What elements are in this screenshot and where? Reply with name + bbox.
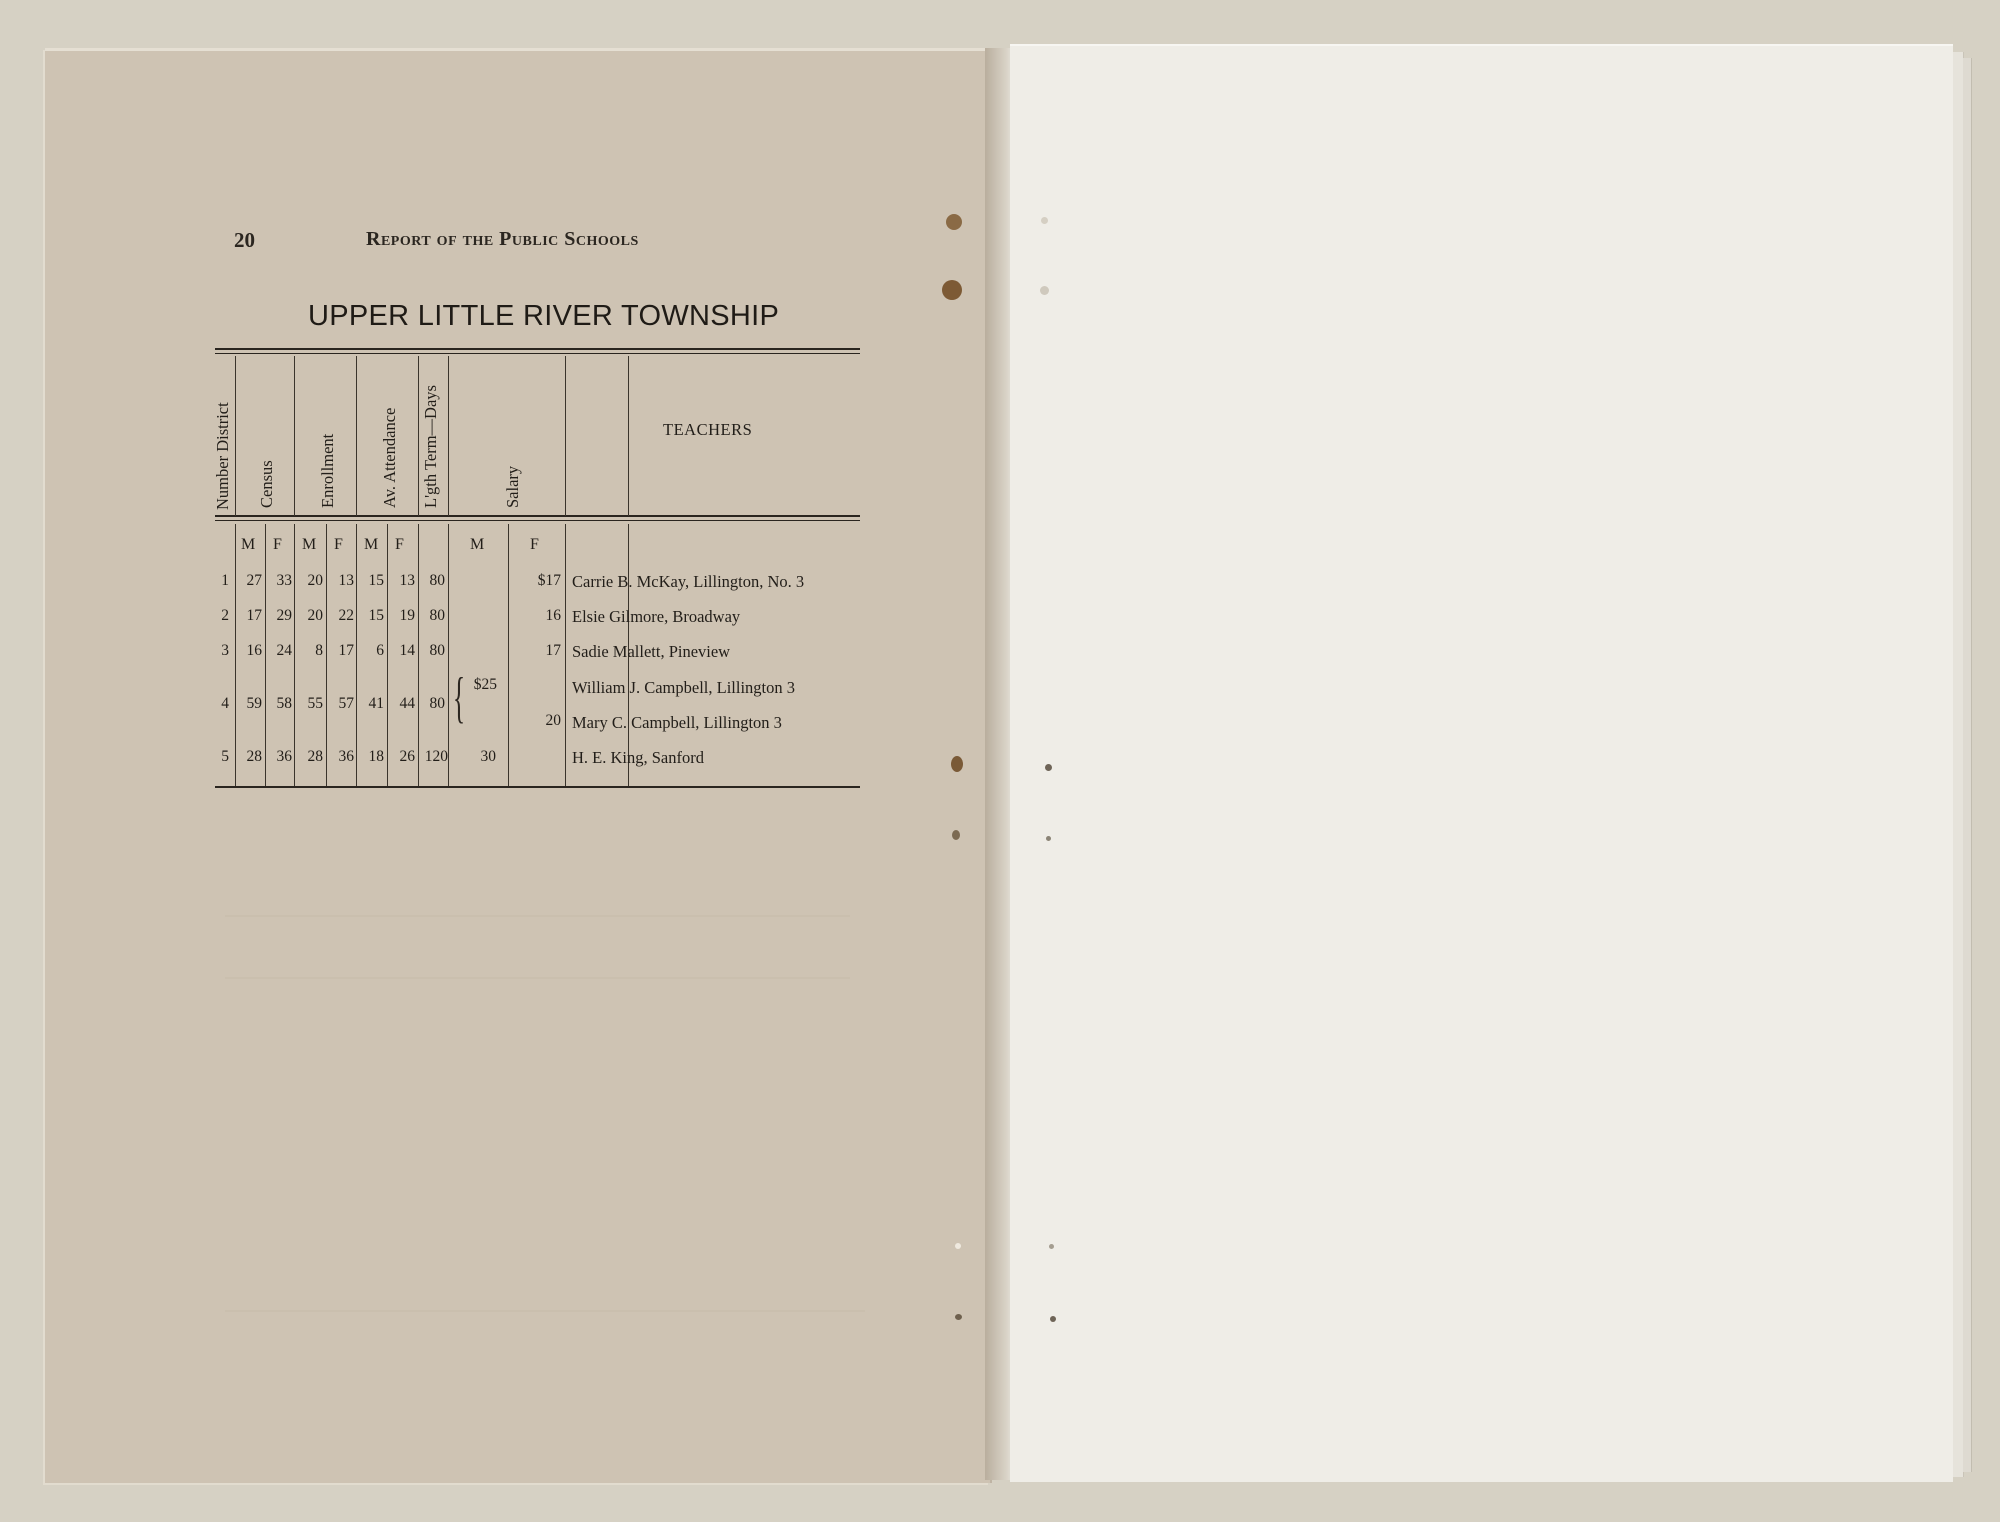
right-page-blank	[1010, 44, 1953, 1482]
binding-hole	[1050, 1316, 1056, 1322]
cell-term: 80	[429, 695, 445, 712]
column-rule	[448, 524, 449, 786]
running-head: Report of the Public Schools	[366, 228, 639, 250]
cell-census-m: 59	[246, 695, 262, 712]
cell-att-m: 15	[368, 607, 384, 624]
cell-census-f: 36	[276, 748, 292, 765]
cell-enr-m: 20	[307, 572, 323, 589]
binding-hole	[1041, 217, 1048, 224]
cell-enr-m: 8	[315, 642, 323, 659]
column-rule	[235, 356, 236, 516]
show-through-mark	[225, 915, 850, 917]
school-statistics-table	[215, 348, 860, 788]
cell-teacher: Elsie Gilmore, Broadway	[572, 607, 741, 626]
cell-att-m: 6	[376, 642, 384, 659]
column-rule	[565, 356, 566, 516]
salary-brace: {	[453, 667, 466, 729]
page-edge	[1963, 58, 1972, 1472]
column-rule	[418, 356, 419, 516]
binding-hole	[1040, 286, 1049, 295]
cell-enr-f: 57	[338, 695, 354, 712]
cell-salary-m: 30	[480, 748, 496, 765]
table-top-rule	[215, 353, 860, 354]
show-through-mark	[225, 1310, 865, 1312]
subheader-m: M	[241, 536, 256, 553]
header-enrollment: Enrollment	[318, 433, 337, 508]
table-title: UPPER LITTLE RIVER TOWNSHIP	[308, 300, 780, 332]
header-term-days: L'gth Term—Days	[421, 385, 440, 508]
subheader-m: M	[470, 536, 485, 553]
cell-district: 2	[221, 607, 229, 624]
subheader-m: M	[302, 536, 317, 553]
cell-att-m: 15	[368, 572, 384, 589]
header-census: Census	[257, 460, 276, 508]
binding-hole	[1046, 836, 1051, 841]
cell-term: 80	[429, 572, 445, 589]
column-rule	[448, 356, 449, 516]
binding-hole	[942, 280, 962, 300]
column-rule	[628, 356, 629, 516]
cell-enr-m: 20	[307, 607, 323, 624]
cell-enr-f: 13	[338, 572, 354, 589]
cell-census-f: 24	[276, 642, 292, 659]
cell-census-m: 27	[246, 572, 262, 589]
show-through-mark	[225, 977, 850, 979]
subheader-f: F	[273, 536, 282, 553]
cell-census-f: 29	[276, 607, 292, 624]
cell-teacher: Sadie Mallett, Pineview	[572, 642, 731, 661]
cell-census-f: 33	[276, 572, 292, 589]
binding-hole	[951, 756, 963, 772]
cell-enr-f: 22	[338, 607, 354, 624]
cell-enr-f: 36	[338, 748, 354, 765]
binding-hole	[955, 1314, 962, 1320]
column-rule	[565, 524, 566, 786]
header-av-attendance: Av. Attendance	[380, 407, 399, 508]
header-rule	[215, 515, 860, 517]
cell-enr-m: 28	[307, 748, 323, 765]
cell-salary-f: 20	[545, 712, 561, 729]
column-rule	[294, 356, 295, 516]
subheader-f: F	[334, 536, 343, 553]
cell-salary-f: 17	[545, 642, 561, 659]
cell-enr-m: 55	[307, 695, 323, 712]
binding-hole	[946, 214, 962, 230]
cell-salary-f: 16	[545, 607, 561, 624]
cell-term: 80	[429, 607, 445, 624]
cell-att-f: 19	[399, 607, 415, 624]
cell-term: 80	[429, 642, 445, 659]
header-number-district: Number District	[213, 402, 232, 510]
cell-teacher: William J. Campbell, Lillington 3	[572, 678, 795, 697]
cell-census-m: 17	[246, 607, 262, 624]
cell-att-f: 26	[399, 748, 415, 765]
subheader-f: F	[530, 536, 539, 553]
cell-att-m: 18	[368, 748, 384, 765]
cell-census-f: 58	[276, 695, 292, 712]
table-top-rule	[215, 348, 860, 350]
page-number: 20	[234, 228, 255, 252]
cell-district: 3	[221, 642, 229, 659]
cell-salary-m: $25	[473, 676, 497, 693]
subheader-m: M	[364, 536, 379, 553]
binding-hole	[1049, 1244, 1054, 1249]
cell-teacher: Carrie B. McKay, Lillington, No. 3	[572, 572, 805, 591]
cell-att-f: 44	[399, 695, 415, 712]
header-salary: Salary	[503, 465, 522, 508]
header-teachers: TEACHERS	[663, 420, 753, 439]
cell-teacher: H. E. King, Sanford	[572, 748, 704, 767]
cell-salary-f: $17	[537, 572, 561, 589]
header-rule	[215, 520, 860, 521]
subheader-f: F	[395, 536, 404, 553]
cell-enr-f: 17	[338, 642, 354, 659]
cell-census-m: 28	[246, 748, 262, 765]
cell-att-f: 14	[399, 642, 415, 659]
cell-term: 120	[424, 748, 448, 765]
table-bottom-rule	[215, 786, 860, 788]
cell-district: 1	[221, 572, 229, 589]
cell-teacher: Mary C. Campbell, Lillington 3	[572, 713, 782, 732]
cell-district: 4	[221, 695, 229, 712]
cell-att-f: 13	[399, 572, 415, 589]
binding-hole	[952, 830, 960, 840]
binding-hole	[1045, 764, 1052, 771]
binding-hole	[955, 1243, 961, 1249]
cell-census-m: 16	[246, 642, 262, 659]
cell-district: 5	[221, 748, 229, 765]
column-rule	[356, 356, 357, 516]
cell-att-m: 41	[368, 695, 384, 712]
